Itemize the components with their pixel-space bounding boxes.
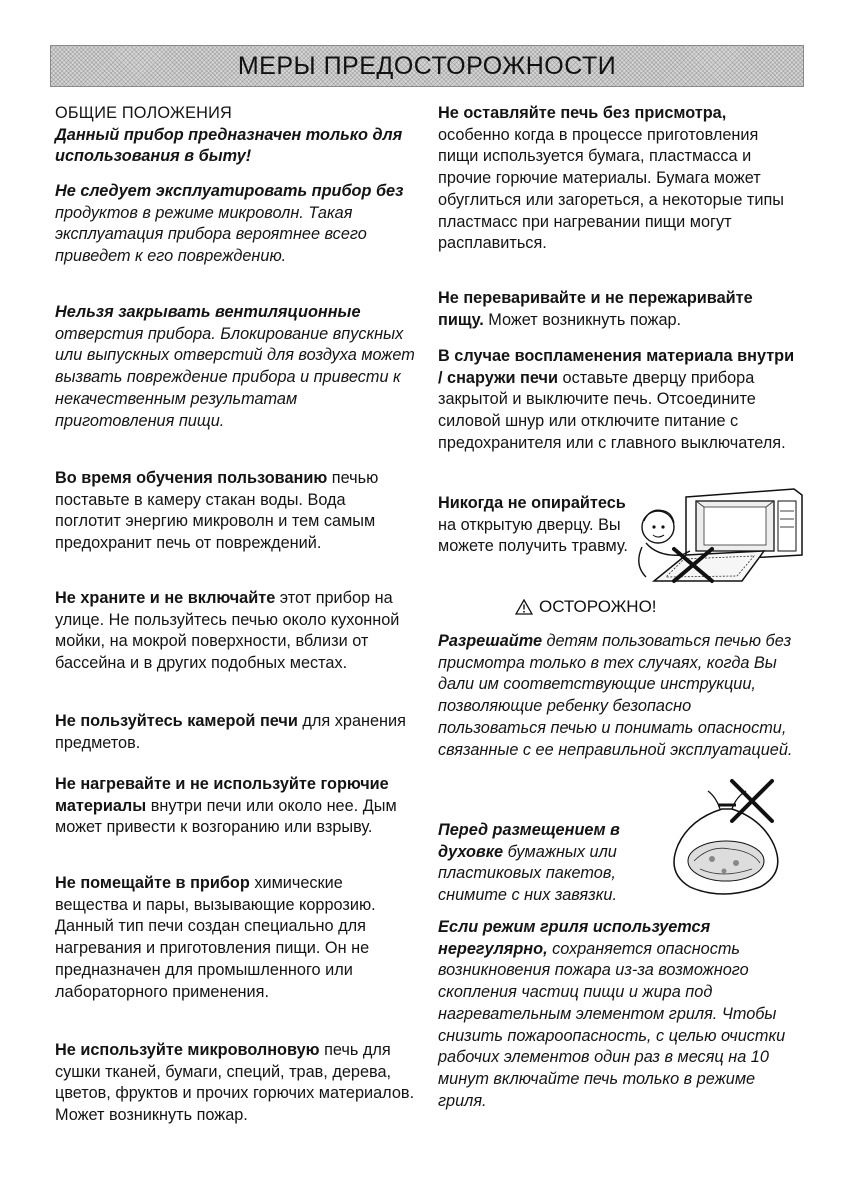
storage-paragraph <box>55 711 415 754</box>
paragraph-body: бумажных или пластиковых пакетов, снимите с них завязки. <box>438 842 617 905</box>
paragraph-lead: В случае воспламенения материала внутри / снаружи печи <box>438 347 795 387</box>
household-use-notice: Данный прибор предназначен только для использования в быту! <box>55 125 403 166</box>
children-paragraph <box>438 631 800 761</box>
paragraph-body: печь для сушки тканей, бумаги, специй, трав, дерева, цветов, фруктов и прочих горючих материалов. Может возникнуть пожар. <box>55 1041 415 1125</box>
paragraph-lead: Перед размещением в духовке <box>438 821 620 861</box>
paragraph-body: сохраняется опасность возникновения пожара из-за возможного скопления частиц пищи и жира под нагревательным элементом гриля. Чтобы снизить пожароопасность, с целью очистки рабочих элементов один раз в месяц на 10 минут включайте печь только в режиме гриля. <box>438 939 786 1110</box>
paragraph-lead: Никогда не опирайтесь <box>438 494 626 512</box>
warning-triangle-icon <box>515 599 533 615</box>
chemicals-paragraph <box>55 873 415 1003</box>
paragraph-body: Может возникнуть пожар. <box>483 310 682 329</box>
unattended-paragraph <box>438 103 800 255</box>
paragraph-body: особенно когда в процессе приготовления пищи используется бумага, пластмасса и прочие горючие материалы. Бумага может обуглиться или загореться, а некоторые типы пластмасс при нагревании пищи могут расплавиться. <box>438 125 784 253</box>
paragraph-body: отверстия прибора. Блокирование впускных или выпускных отверстий для воздуха может вызвать повреждение прибора и привести к некачественным результатам приготовления пищи. <box>55 324 415 430</box>
drying-paragraph <box>55 1040 415 1127</box>
paragraph-lead: Если режим гриля используется нерегулярно, <box>438 918 711 958</box>
paragraph-body: химические вещества и пары, вызывающие коррозию. Данный тип печи создан специально для нагревания и приготовления пищи. Он не предназначен для промышленного или лабораторного применения. <box>55 874 376 1001</box>
oven-icon <box>654 489 802 581</box>
plastic-bag-icon <box>674 791 778 894</box>
paragraph-lead: Разрешайте <box>438 632 543 650</box>
bag-tie-warning-illustration <box>660 775 795 900</box>
no-empty-operation-paragraph <box>55 181 415 268</box>
fire-paragraph <box>438 346 800 455</box>
prohibition-cross-icon <box>732 781 772 821</box>
paragraph-lead: Не пользуйтесь камерой печи <box>55 712 298 730</box>
ventilation-paragraph <box>55 302 415 432</box>
paragraph-lead: Не переваривайте и не пережаривайте пищу. <box>438 289 753 329</box>
paragraph-body: детям пользоваться печью без присмотра только в тех случаях, когда Вы дали им соответствующие инструкции, позволяющие ребенку безопасно пользоваться печью и понимать опасности, связанные с ее неправильной эксплуатацией. <box>438 632 793 759</box>
paragraph-lead: Не храните и не включайте <box>55 589 276 607</box>
outdoor-use-paragraph <box>55 588 415 675</box>
paragraph-lead: Не помещайте в прибор <box>55 874 250 892</box>
page-title: МЕРЫ ПРЕДОСТОРОЖНОСТИ <box>237 51 617 80</box>
caution-label: ОСТОРОЖНО! <box>539 597 657 616</box>
water-glass-paragraph <box>55 468 415 555</box>
grill-mode-paragraph <box>438 917 800 1112</box>
paragraph-lead: Во время обучения пользованию <box>55 469 328 487</box>
header-band <box>50 45 804 87</box>
paragraph-lead: Не оставляйте печь без присмотра, <box>438 104 727 122</box>
section-heading: ОБЩИЕ ПОЛОЖЕНИЯ <box>55 104 232 122</box>
door-lean-paragraph <box>438 493 628 558</box>
caution-heading <box>515 597 657 617</box>
paragraph-lead: Нельзя закрывать вентиляционные <box>55 303 361 321</box>
paragraph-body: этот прибор на улице. Не пользуйтесь печью около кухонной мойки, на мокрой поверхности, вблизи от бассейна и в других подобных местах. <box>55 589 400 673</box>
paragraph-lead: Не нагревайте и не используйте горючие материалы <box>55 775 389 815</box>
general-provisions-paragraph <box>55 103 415 168</box>
paragraph-body: продуктов в режиме микроволн. Такая эксплуатация прибора вероятнее всего приведет к его повреждению. <box>55 203 367 266</box>
paragraph-body: для хранения предметов. <box>55 712 406 752</box>
oven-door-warning-illustration <box>624 485 809 587</box>
flammable-materials-paragraph <box>55 774 415 839</box>
paragraph-body: печью поставьте в камеру стакан воды. Вода поглотит энергию микроволн и тем самым предохранит печь от повреждений. <box>55 469 379 553</box>
bag-ties-paragraph <box>438 820 653 907</box>
paragraph-body: на открытую дверцу. Вы можете получить травму. <box>438 515 628 556</box>
overcooking-paragraph <box>438 288 800 331</box>
paragraph-body: внутри печи или около нее. Дым может привести к возгоранию или взрыву. <box>55 796 397 837</box>
paragraph-lead: Не используйте микроволновую <box>55 1041 320 1059</box>
paragraph-body: оставьте дверцу прибора закрытой и выключите печь. Отсоедините силовой шнур или отключите питание с предохранителя или с главного выключателя. <box>438 368 786 452</box>
paragraph-lead: Не следует эксплуатировать прибор без <box>55 182 404 200</box>
